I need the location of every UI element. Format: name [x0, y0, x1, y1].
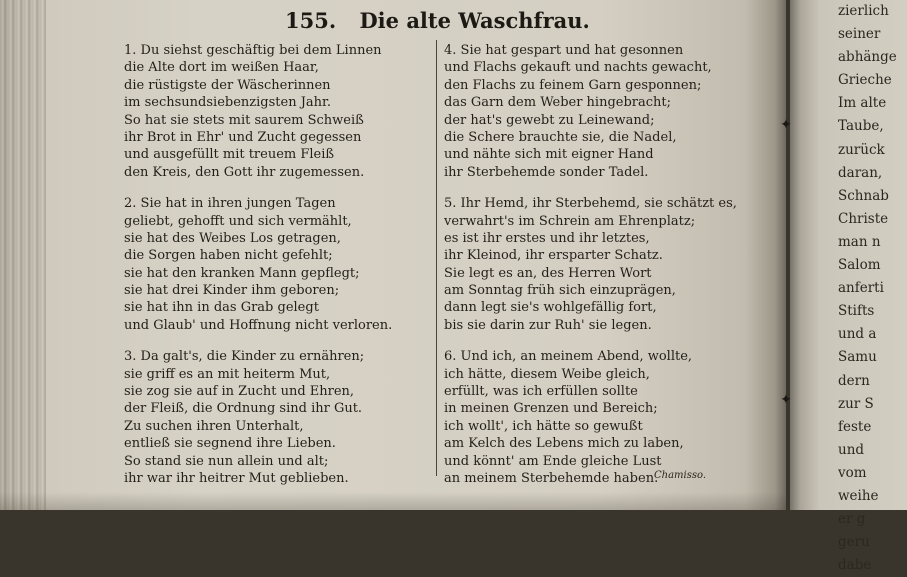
poem-line: am Sonntag früh sich einzuprägen, [444, 283, 676, 299]
next-page-line: und a [838, 326, 877, 343]
poem-line: sie hat des Weibes Los getragen, [124, 230, 341, 246]
poem-number: 155. [285, 8, 337, 33]
next-page-line: zierlich [838, 3, 889, 19]
poem-title [285, 8, 590, 36]
poem-line: sie griff es an mit heiterm Mut, [124, 366, 331, 382]
poem-line: geliebt, gehofft und sich vermählt, [124, 213, 352, 229]
poem-line: und nähte sich mit eigner Hand [444, 147, 654, 163]
next-page-line: Christe [838, 210, 889, 227]
next-page-line: vom [838, 464, 867, 481]
poem-line: ihr Sterbehemde sonder Tadel. [444, 164, 649, 180]
poem-line: und Flachs gekauft und nachts gewacht, [444, 60, 712, 76]
poem-line: 2. Sie hat in ihren jungen Tagen [124, 196, 336, 212]
next-page-line: Im alte [838, 95, 887, 112]
poem-line: die Schere brauchte sie, die Nadel, [444, 129, 677, 145]
poem-line: dann legt sie's wohlgefällig fort, [444, 300, 657, 316]
next-page-line: er g [838, 511, 866, 528]
poem-line: bis sie darin zur Ruh' sie legen. [444, 317, 652, 333]
poem-line: die Alte dort im weißen Haar, [124, 60, 319, 76]
poem-line: der Fleiß, die Ordnung sind ihr Gut. [124, 401, 363, 417]
poem-line: der hat's gewebt zu Leinewand; [444, 112, 655, 128]
poem-line: So stand sie nun allein und alt; [124, 453, 329, 469]
stanza [444, 348, 744, 487]
poem-line: das Garn dem Weber hingebracht; [444, 95, 672, 111]
poem-line: 5. Ihr Hemd, ihr Sterbehemd, sie schätzt es, [444, 196, 737, 212]
poem-line: im sechsundsiebenzigsten Jahr. [124, 95, 331, 111]
column-divider [436, 40, 437, 476]
poem-line: und könnt' am Ende gleiche Lust [444, 453, 662, 469]
poem-line: ihr Kleinod, ihr ersparter Schatz. [444, 248, 663, 264]
poem-line: in meinen Grenzen und Bereich; [444, 401, 658, 417]
poem-line: und Glaub' und Hoffnung nicht verloren. [124, 317, 393, 333]
next-page-line: Schnab [838, 187, 889, 204]
poem-line: sie hat den kranken Mann gepflegt; [124, 265, 360, 281]
poem-title-text: Die alte Waschfrau. [359, 8, 590, 33]
next-page-line: geru [838, 534, 870, 551]
next-page-line: zur S [838, 395, 874, 412]
stacked-page-edges [0, 0, 46, 510]
poem-line: die Sorgen haben nicht gefehlt; [124, 248, 333, 264]
next-page-line: feste [838, 418, 872, 435]
poem-line: 3. Da galt's, die Kinder zu ernähren; [124, 349, 365, 365]
poem-line: entließ sie segnend ihre Lieben. [124, 436, 336, 452]
poem-line: den Flachs zu feinem Garn gesponnen; [444, 77, 702, 93]
next-page-line: zurück [838, 141, 885, 158]
next-page-line: Salom [838, 257, 881, 274]
next-page-line: weihe [838, 487, 879, 504]
page-bottom-shadow [0, 492, 786, 510]
poem-line: und ausgefüllt mit treuem Fleiß [124, 147, 335, 163]
poem-line: So hat sie stets mit saurem Schweiß [124, 112, 364, 128]
poem-line: Zu suchen ihren Unterhalt, [124, 418, 304, 434]
poem-line: ihr Brot in Ehr' und Zucht gegessen [124, 129, 362, 145]
next-page-line: dabe [838, 557, 872, 574]
author-signature: Chamisso. [654, 470, 707, 481]
next-page-line: abhänge [838, 49, 897, 66]
next-page-line: anferti [838, 280, 884, 297]
poem-line: sie hat drei Kinder ihm geboren; [124, 283, 340, 299]
poem-line: die rüstigste der Wäscherinnen [124, 77, 331, 93]
next-page-line: Taube, [838, 118, 884, 135]
poem-line: ich wollt', ich hätte so gewußt [444, 418, 643, 434]
next-page-line: Grieche [838, 72, 892, 89]
poem-line: 1. Du siehst geschäftig bei dem Linnen [124, 43, 382, 58]
stanza [124, 348, 429, 487]
next-page-line: Stifts [838, 303, 875, 320]
binding-stitch-icon: ✦ [780, 117, 792, 133]
poem-line: ich hätte, diesem Weibe gleich, [444, 366, 650, 382]
poem-line: Sie legt es an, des Herren Wort [444, 265, 652, 281]
binding-stitch-icon: ✦ [780, 392, 792, 408]
next-page-line: man n [838, 233, 881, 250]
right-text-column [444, 42, 744, 501]
left-text-column [124, 42, 429, 501]
poem-line: an meinem Sterbehemde haben. [444, 470, 659, 486]
poem-line: den Kreis, den Gott ihr zugemessen. [124, 164, 365, 180]
poem-line: es ist ihr erstes und ihr letztes, [444, 230, 650, 246]
stanza [444, 42, 744, 181]
next-page-line: daran, [838, 164, 883, 181]
stanza [124, 195, 429, 334]
stanza [124, 42, 429, 181]
next-page-line: dern [838, 372, 870, 389]
next-page-line: Samu [838, 349, 877, 366]
stanza [444, 195, 744, 334]
next-page-line: und [838, 441, 865, 458]
poem-line: ihr war ihr heitrer Mut geblieben. [124, 470, 349, 486]
next-page-text-fragments [838, 0, 907, 577]
poem-line: sie zog sie auf in Zucht und Ehren, [124, 384, 355, 400]
poem-line: erfüllt, was ich erfüllen sollte [444, 384, 638, 400]
poem-line: am Kelch des Lebens mich zu laben, [444, 436, 684, 452]
poem-line: 6. Und ich, an meinem Abend, wollte, [444, 349, 693, 365]
poem-line: sie hat ihn in das Grab gelegt [124, 300, 319, 316]
next-page-line: seiner [838, 26, 881, 43]
poem-line: 4. Sie hat gespart und hat gesonnen [444, 43, 684, 58]
poem-line: verwahrt's im Schrein am Ehrenplatz; [444, 213, 696, 229]
